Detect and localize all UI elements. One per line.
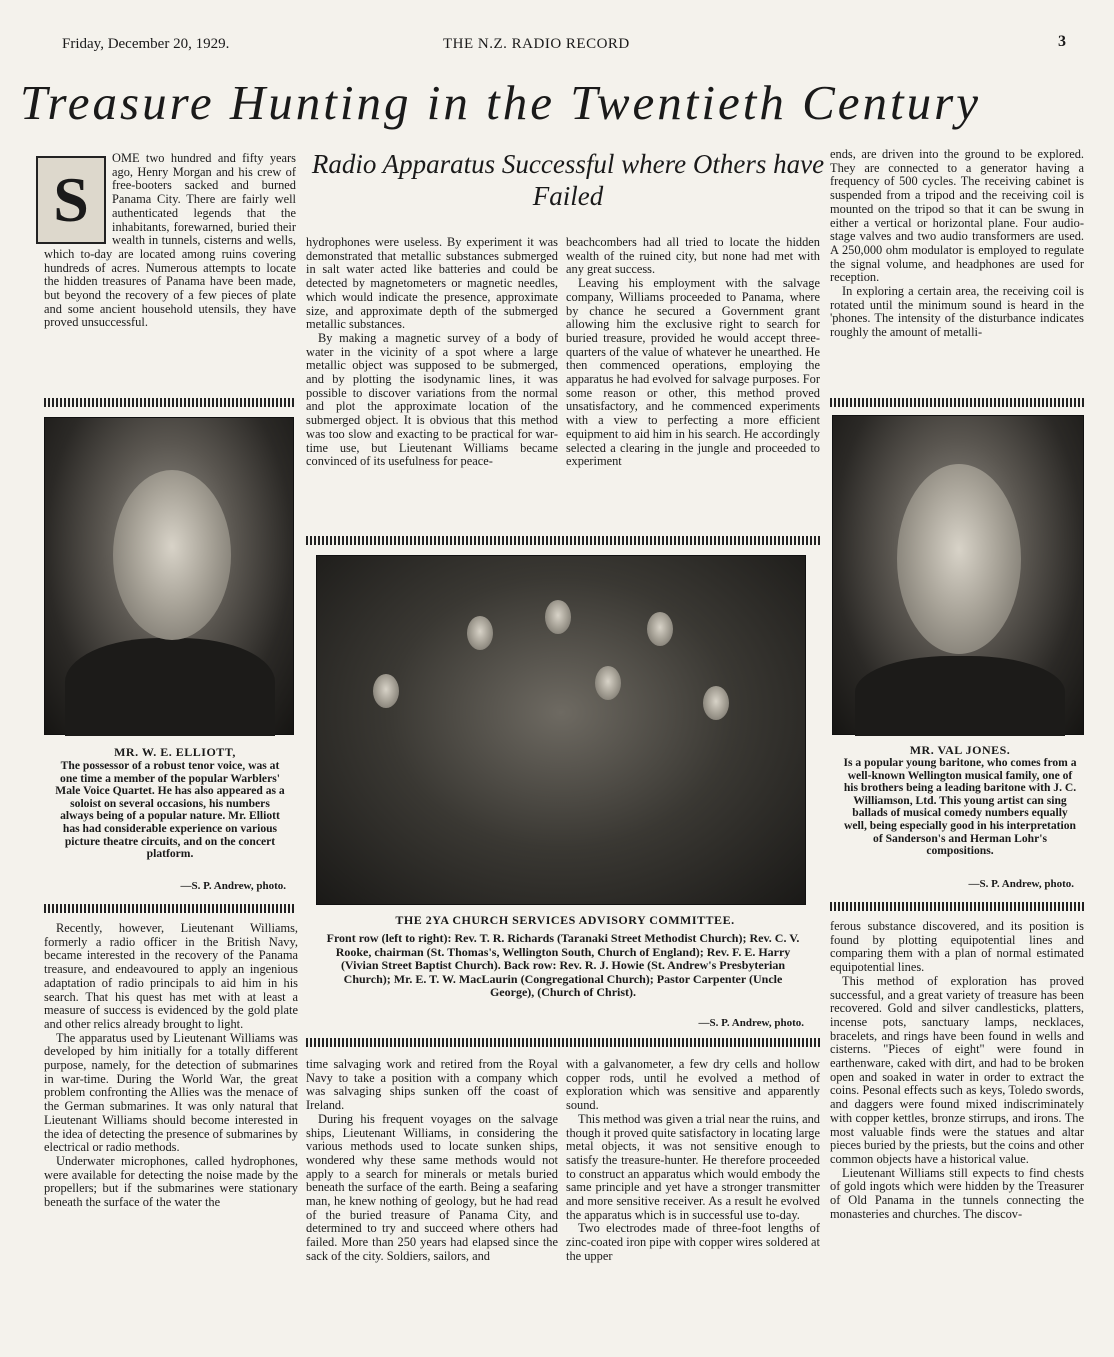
jones-portrait-photo	[832, 415, 1084, 735]
paragraph: Underwater microphones, called hydrophones, were available for detecting the noise made by the propellers; but if the submarines were stationary beneath the surface of the water the	[44, 1153, 298, 1210]
paragraph: During his frequent voyages on the salvage ships, Lieutenant Williams, in considering the various methods used to locate sunken ships, wondered why these same methods would not apply to a search for minerals or metals buried beneath the surface of the earth. Being a seafaring man, he knew nothing of geology, but he had read of the buried treasure of Panama City, and determined to try and succeed where others had failed. More than 250 years had elapsed since the sack of the city. Soldiers, sailors, and	[306, 1111, 558, 1263]
committee-caption-title: THE 2YA CHURCH SERVICES ADVISORY COMMITTEE.	[395, 913, 735, 927]
jones-caption-title: MR. VAL JONES.	[909, 743, 1011, 757]
paragraph: time salvaging work and retired from the Royal Navy to take a position with a company which was salvaging ships sunken off the coast of Ireland.	[306, 1058, 558, 1113]
elliott-caption-title: MR. W. E. ELLIOTT,	[114, 745, 236, 759]
paragraph: Recently, however, Lieutenant Williams, formerly a radio officer in the British Navy, became interested in the recovery of the Panama treasure, and endeavoured to apply an ingenious adaptation of radio principals to aid him in his search. That his quest has met with at least a measure of success is evidenced by the gold plate and other relics already brought to light.	[44, 922, 298, 1031]
intro-text-body: OME two hundred and fifty years ago, Henry Morgan and his crew of free-booters sacked and burned Panama City. There are fairly well authenticated legends that the inhabitants, forewarned, buried their wealth in tunnels, cisterns and wells, which to-day are located among ruins covering hundreds of acres. Numerous attempts to locate the hidden treasures of Panama have been made, but beyond the recovery of a few pieces of plate and some ancient household utensils, they have proved unsuccessful.	[44, 152, 296, 330]
paragraph: with a galvanometer, a few dry cells and hollow copper rods, until he evolved a method of exploration which was sensitive and apparently sound.	[566, 1058, 820, 1113]
person-face	[647, 612, 673, 646]
jones-photo-credit: —S. P. Andrew, photo.	[968, 878, 1074, 890]
publication-name: THE N.Z. RADIO RECORD	[443, 36, 630, 52]
column-3-upper	[566, 236, 820, 528]
committee-caption: Front row (left to right): Rev. T. R. Richards (Taranaki Street Methodist Church); Rev. C. V. Rooke, chairman (St. Thomas's, Wellington South, Church of England); Rev. F. E. Harry (Vivian Street Baptist Church). Back row: Rev. R. J. Howie (St. Andrew's Presbyterian Church); Mr. E. T. W. MacLaurin (Congregational Church); Pastor Carpenter (Uncle George), (Church of Christ).	[326, 931, 800, 1000]
paragraph: By making a magnetic survey of a body of water in the vicinity of a spot where a large metallic object was supposed to be submerged, and by plotting the isodynamic lines, it was possible to discover variations from the normal and plot the approximate location of the submerged object. It is obvious that this method was too slow and exacting to be practical for war-time use, but Lieutenant Williams became convinced of its usefulness for peace-	[306, 330, 558, 469]
person-face	[467, 616, 493, 650]
divider-rule	[306, 1038, 820, 1047]
portrait-shoulders	[855, 656, 1065, 736]
paragraph: This method was given a trial near the ruins, and though it proved quite satisfactory in locating large metal objects, it was not sensitive enough to satisfy the treasure-hunter. He therefore proceeded to construct an apparatus which would embody the same principle and yet have a stronger transmitter and more sensitive receiver. As a result he evolved the apparatus which is in successful use to-day.	[566, 1111, 820, 1222]
committee-group-photo	[316, 555, 806, 905]
divider-rule	[306, 536, 820, 545]
paragraph: This method of exploration has proved successful, and a great variety of treasure has been recovered. Gold and silver candlesticks, platters, incense pots, sanctuary lamps, necklaces, bracelets, and rings have been found in wells and cisterns. "Pieces of eight" were found in earthenware, caked with dirt, and had to be broken open and soaked in water in order to extract the coins. Pesonal effects such as keys, Toledo swords, and daggers were found mixed indiscriminately with copper kettles, bronze stirrups, and irons. The most valuable finds were the statues and altar pieces buried by the priests, but the coins and other common objects have a historical value.	[830, 973, 1084, 1166]
paragraph: hydrophones were useless. By experiment it was demonstrated that metallic substances submerged in salt water acted like batteries and could be detected by magnetometers or magnetic needles, which would indicate the presence, approximate size, and approximate depth of the submerged metallic substances.	[306, 236, 558, 332]
divider-rule	[44, 904, 296, 913]
intro-text	[44, 152, 296, 330]
page-number: 3	[1058, 33, 1066, 50]
column-2-upper	[306, 236, 558, 528]
divider-rule	[830, 902, 1084, 911]
paragraph: In exploring a certain area, the receiving coil is rotated until the minimum sound is heard in the 'phones. The intensity of the disturbance indicates roughly the amount of metalli-	[830, 284, 1084, 340]
column-4-lower	[830, 920, 1084, 1314]
elliott-photo-credit: —S. P. Andrew, photo.	[180, 880, 286, 892]
divider-rule	[830, 398, 1084, 407]
person-face	[373, 674, 399, 708]
paragraph: ends, are driven into the ground to be explored. They are connected to a generator having a frequency of 500 cycles. The receiving cabinet is suspended from a tripod and the receiving coil is mounted on the tripod so that it can be swung in either a vertical or horizontal plane. Four audio-stage valves and two audio transformers are used. A 250,000 ohm modulator is employed to regulate the signal volume, and headphones are used for reception.	[830, 148, 1084, 285]
portrait-shoulders	[65, 638, 275, 736]
paragraph: beachcombers had all tried to locate the hidden wealth of the ruined city, but none had met with any great success.	[566, 236, 820, 277]
paragraph: Leaving his employment with the salvage company, Williams proceeded to Panama, where by chance he secured a Government grant allowing him the exclusive right to search for buried treasure, provided he would accept three-quarters of the value of whatever he unearthed. He then commenced operations, employing the apparatus he had evolved for salvage purposes. For some reason or other, this method proved unsatisfactory, and he commenced experiments with a view to perfecting a more efficient equipment to aid him in his search. He accordingly selected a clearing in the jungle and proceeded to experiment	[566, 276, 820, 469]
paragraph: Two electrodes made of three-foot lengths of zinc-coated iron pipe with copper wires soldered at the upper	[566, 1221, 820, 1263]
person-face	[703, 686, 729, 720]
person-face	[545, 600, 571, 634]
elliott-caption: The possessor of a robust tenor voice, was at one time a member of the popular Warblers' Male Voice Quartet. He has also appeared as a soloist on several occasions, his numbers always being of a popular nature. Mr. Elliott has had considerable experience on various picture theatre circuits, and on the concert platform.	[55, 759, 285, 861]
divider-rule	[44, 398, 296, 407]
article-subtitle: Radio Apparatus Successful where Others have Failed	[311, 149, 825, 211]
column-1-intro-continued	[44, 152, 296, 388]
column-4-upper	[830, 148, 1084, 388]
committee-photo-credit: —S. P. Andrew, photo.	[698, 1017, 804, 1029]
drop-cap: S	[36, 156, 106, 244]
column-1-lower	[44, 922, 298, 1314]
column-3-lower	[566, 1058, 820, 1314]
portrait-face	[113, 470, 231, 640]
portrait-face	[897, 464, 1021, 654]
paragraph: The apparatus used by Lieutenant Williams was developed by him initially for a totally different purpose, namely, for the detection of submarines in war-time. During the World War, the great problem confronting the Allies was the menace of the German submarines. It was only natural that Lieutenant Williams should become interested in the idea of detecting the presence of submarines by electrical or radio methods.	[44, 1030, 298, 1155]
issue-date: Friday, December 20, 1929.	[62, 36, 230, 52]
elliott-portrait-photo	[44, 417, 294, 735]
paragraph: Lieutenant Williams still expects to find chests of gold ingots which were hidden by the Treasurer of Old Panama in the tunnels connecting the monasteries and churches. The discov-	[830, 1165, 1084, 1221]
column-2-lower	[306, 1058, 558, 1314]
article-title: Treasure Hunting in the Twentieth Century	[20, 75, 981, 130]
person-face	[595, 666, 621, 700]
paragraph: ferous substance discovered, and its position is found by plotting equipotential lines and comparing them with a plan of normal estimated equipotential lines.	[830, 920, 1084, 975]
jones-caption: Is a popular young baritone, who comes from a well-known Wellington musical family, one of his brothers being a leading baritone with J. C. Williamson, Ltd. This young artist can sing ballads of musical comedy numbers equally well, being especially good in his interpretation of Sanderson's and Herman Lohr's compositions.	[843, 756, 1077, 858]
